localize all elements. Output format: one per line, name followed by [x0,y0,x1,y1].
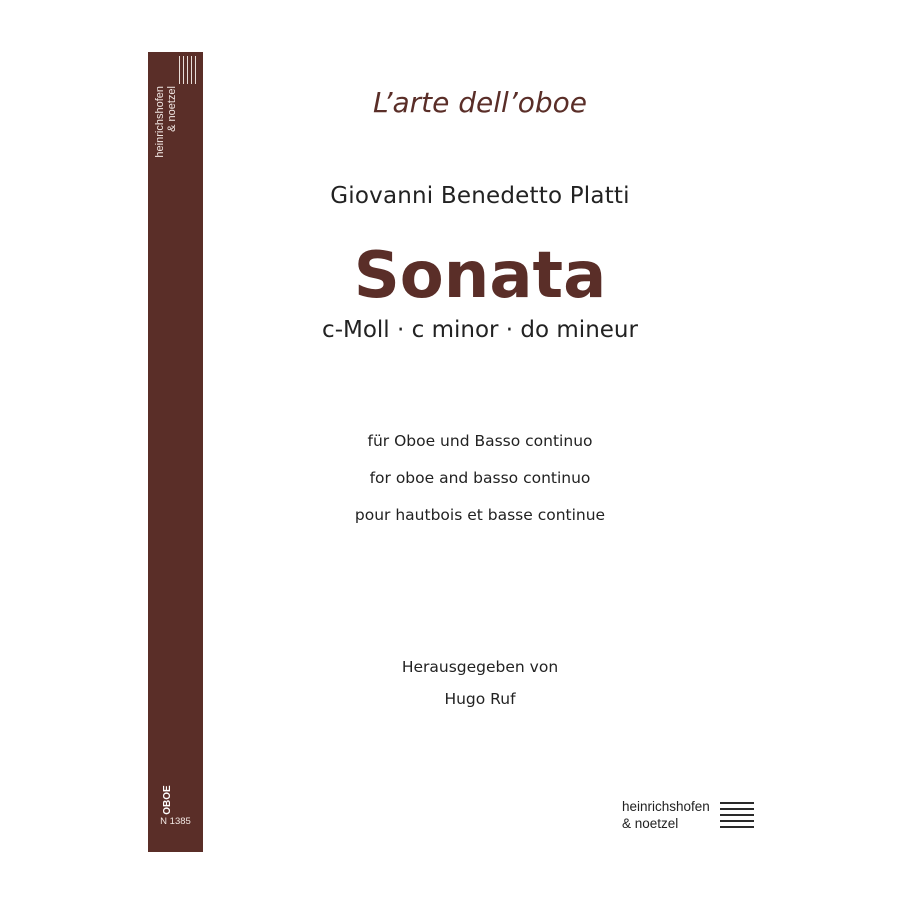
instrumentation-german: für Oboe und Basso continuo [367,432,593,450]
publisher-logo-line1: heinrichshofen [622,799,710,814]
instrumentation-english: for oboe and basso continuo [369,469,591,487]
instrumentation-french: pour hautbois et basse continue [354,506,606,524]
cover-spine [148,52,203,852]
staff-lines-icon [720,802,754,830]
spine-staff-lines-icon [179,56,199,84]
spine-catalog-number: N 1385 [160,816,191,827]
editor-name: Hugo Ruf [444,690,516,708]
work-title: Sonata [353,239,607,313]
spine-publisher-line2: & noetzel [166,86,178,132]
editor-label: Herausgegeben von [401,658,559,676]
series-title: L’arte dell’oboe [373,86,587,119]
work-key: c-Moll · c minor · do mineur [322,317,638,343]
composer-name: Giovanni Benedetto Platti [330,183,630,209]
publisher-logo-line2: & noetzel [622,816,679,831]
spine-instrument-label: OBOE [162,785,173,815]
spine-publisher-line1: heinrichshofen [154,86,166,158]
publisher-logo [622,798,762,834]
